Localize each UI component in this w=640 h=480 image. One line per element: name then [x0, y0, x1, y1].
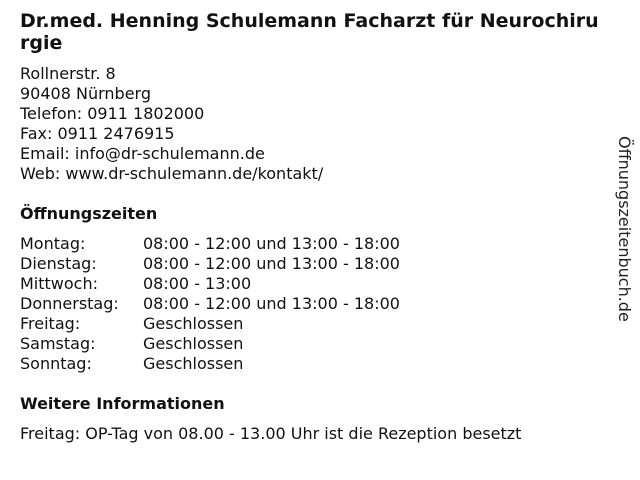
email-line — [20, 144, 323, 164]
time-value: 08:00 - 12:00 und 13:00 - 18:00 — [143, 254, 400, 273]
phone-number: Telefon: 0911 1802000 — [20, 104, 205, 123]
contact-block — [20, 64, 323, 184]
hours-row-wednesday — [20, 274, 400, 294]
website-link[interactable]: www.dr-schulemann.de/kontakt/ — [65, 164, 324, 183]
day-label: Montag: — [20, 234, 86, 253]
day-label: Samstag: — [20, 334, 96, 353]
address-street: Rollnerstr. 8 — [20, 64, 116, 83]
web-line — [20, 164, 323, 184]
hours-row-monday — [20, 234, 400, 254]
time-value: 08:00 - 13:00 — [143, 274, 252, 293]
address-city: 90408 Nürnberg — [20, 84, 151, 103]
web-label: Web: — [20, 164, 66, 183]
day-label: Freitag: — [20, 314, 81, 333]
further-info-heading: Weitere Informationen — [20, 394, 225, 413]
time-value: 08:00 - 12:00 und 13:00 - 18:00 — [143, 294, 400, 313]
hours-row-sunday — [20, 354, 400, 374]
day-label: Mittwoch: — [20, 274, 98, 293]
time-value: Geschlossen — [143, 354, 244, 373]
opening-hours-heading: Öffnungszeiten — [20, 204, 158, 223]
business-name: Dr.med. Henning Schulemann Facharzt für Neurochirurgie — [20, 10, 599, 54]
further-info-text: Freitag: OP-Tag von 08.00 - 13.00 Uhr ist die Rezeption besetzt — [20, 424, 522, 443]
hours-row-thursday — [20, 294, 400, 314]
time-value: Geschlossen — [143, 334, 244, 353]
email-link[interactable]: info@dr-schulemann.de — [74, 144, 265, 163]
day-label: Sonntag: — [20, 354, 92, 373]
day-label: Donnerstag: — [20, 294, 119, 313]
hours-row-tuesday — [20, 254, 400, 274]
day-label: Dienstag: — [20, 254, 97, 273]
hours-row-friday — [20, 314, 400, 334]
email-label: Email: — [20, 144, 75, 163]
opening-hours-table — [20, 234, 400, 374]
time-value: 08:00 - 12:00 und 13:00 - 18:00 — [143, 234, 400, 253]
time-value: Geschlossen — [143, 314, 244, 333]
watermark-text: Öffnungszeitenbuch.de — [615, 136, 634, 322]
hours-row-saturday — [20, 334, 400, 354]
fax-number: Fax: 0911 2476915 — [20, 124, 175, 143]
